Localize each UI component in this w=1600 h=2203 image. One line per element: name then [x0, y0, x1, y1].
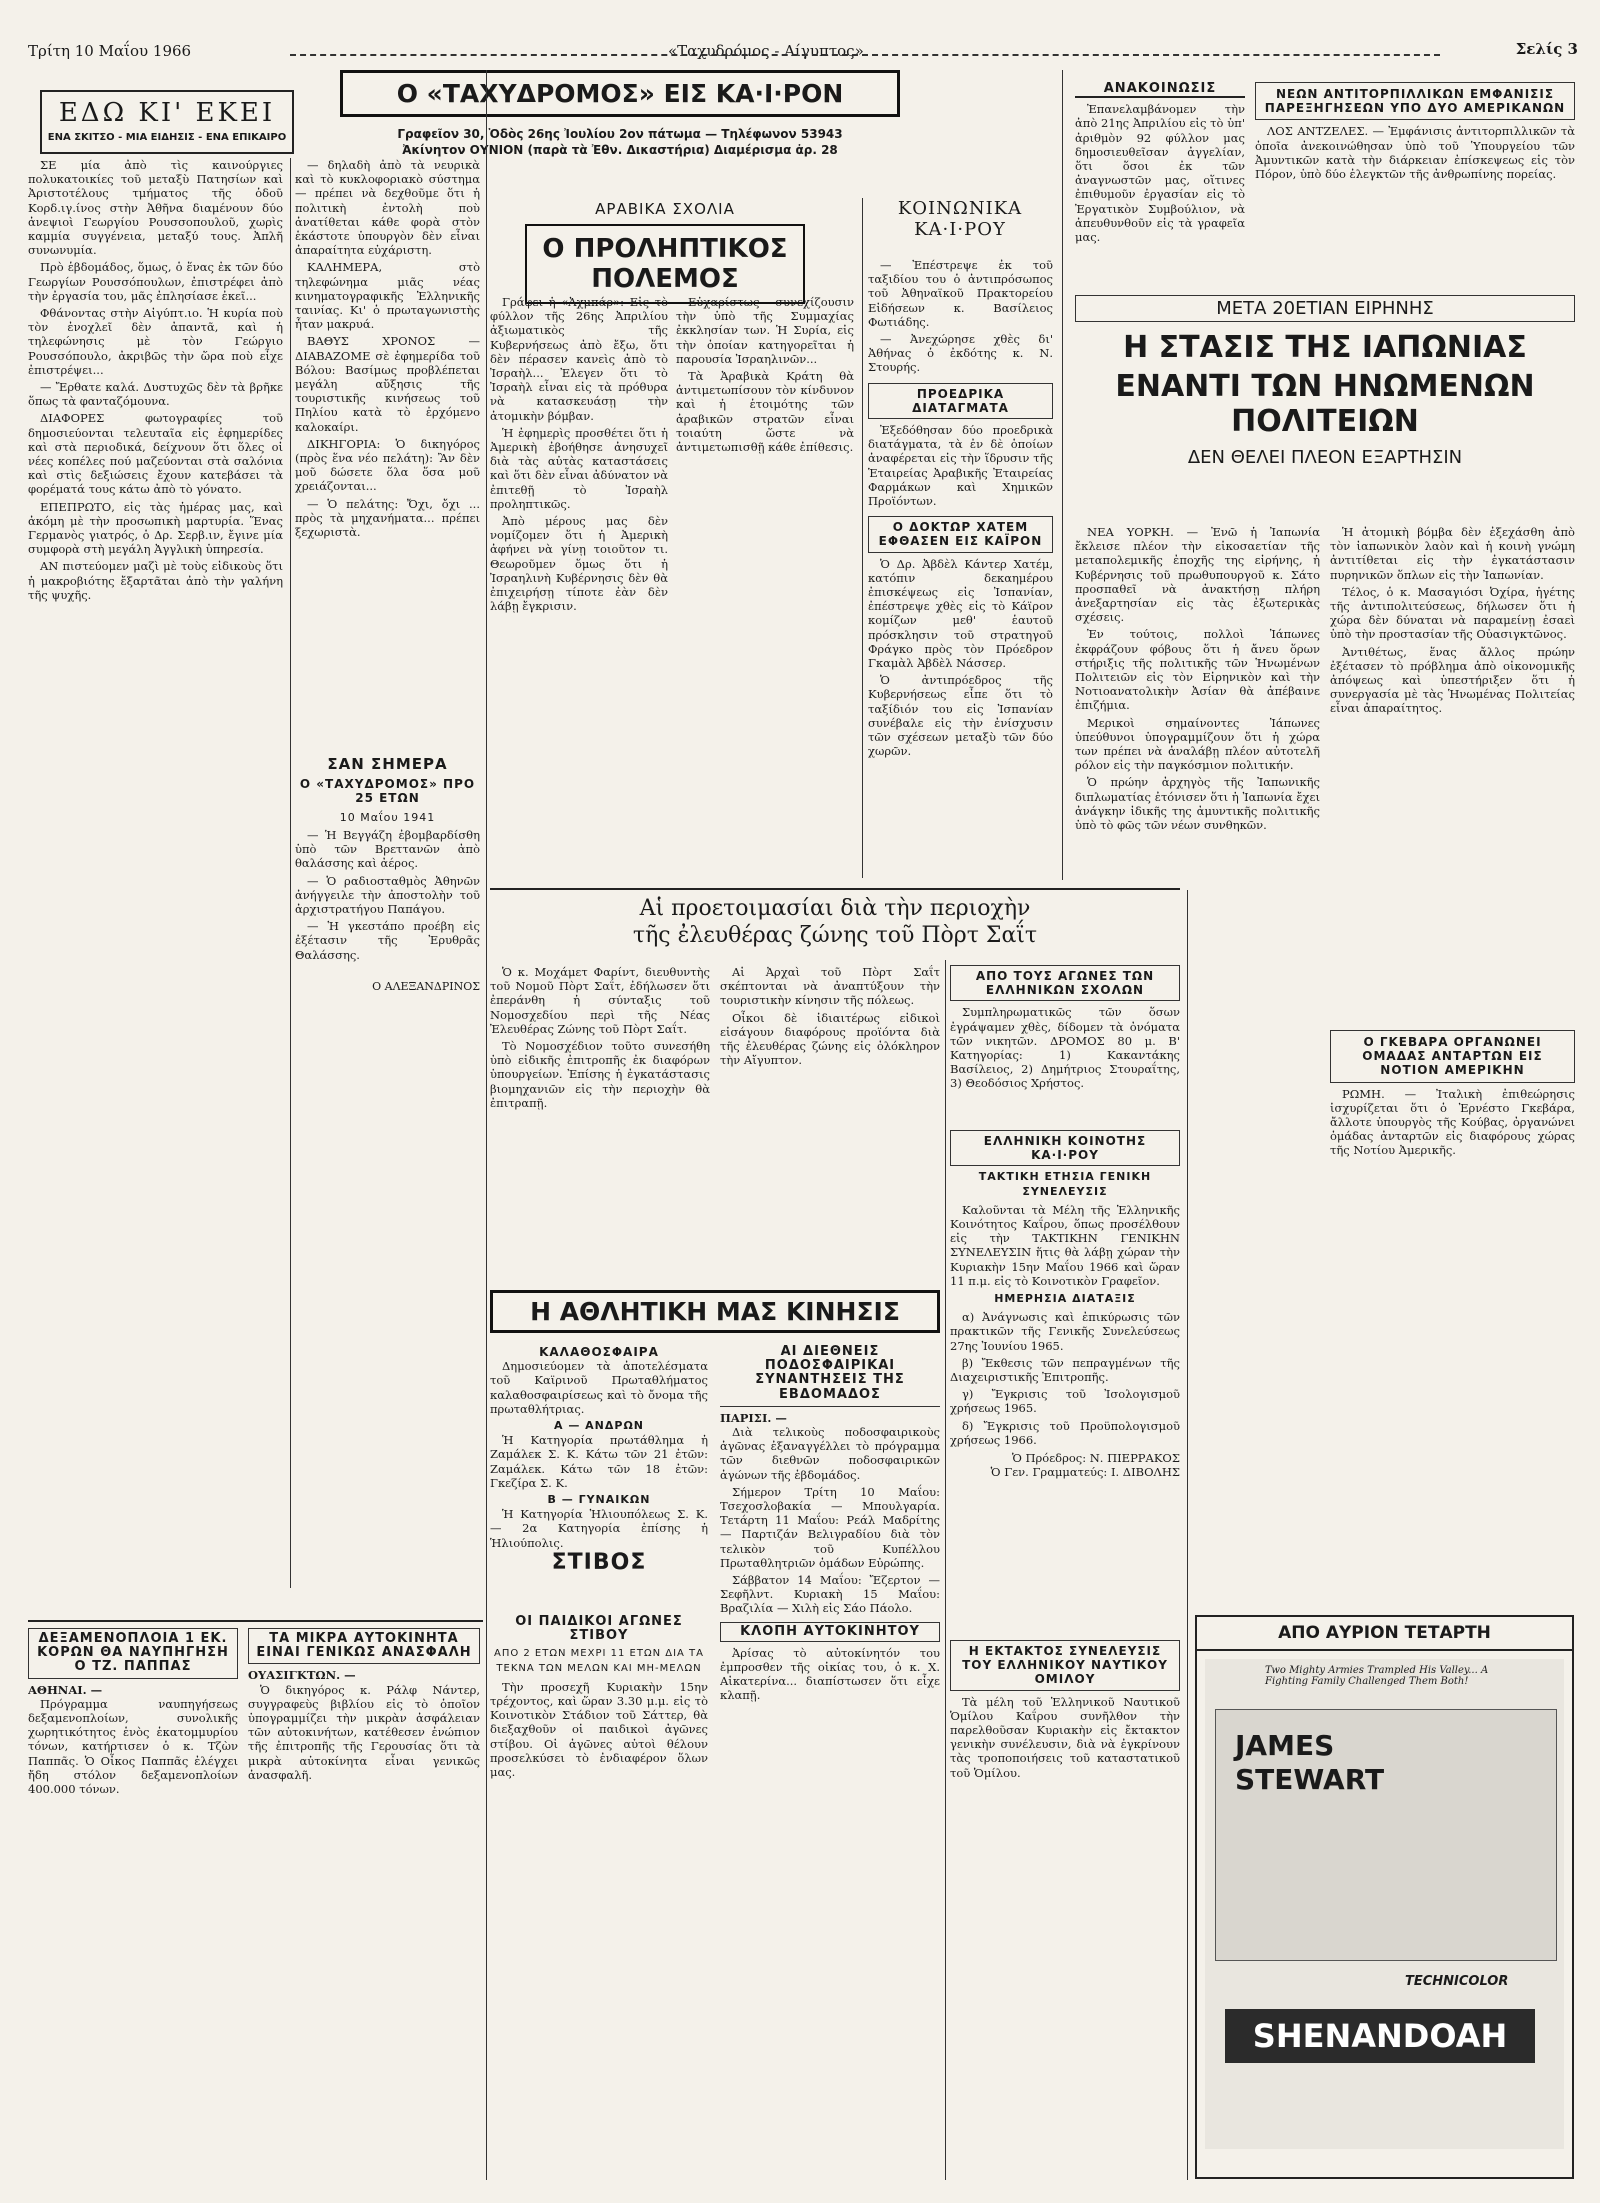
article-paragraph: Ἐν τούτοις, πολλοὶ Ἰάπωνες ἐκφράζουν φόβους ὅτι ἡ ἄνευ ὅρων στήριξις τῆς πολιτικῆς τῶν Ἡνωμένων Πολιτειῶν εἰς τὸν Εἰρηνικὸν καὶ τὴν Νοτιοανατολικὴν Ἀσίαν θὰ ἀπέβαινε ἐπιζήμια. [1075, 627, 1320, 713]
article-paragraph: Αἱ Ἀρχαὶ τοῦ Πὸρτ Σαΐτ σκέπτονται νὰ ἀναπτύξουν τὴν τουριστικὴν κίνησιν τῆς πόλεως. [720, 965, 940, 1008]
article-paragraph: Ἀντιθέτως, ἕνας ἄλλος πρώην ἐξέτασεν τὸ πρόβλημα ἀπὸ οἰκονομικῆς ἀπόψεως καὶ ὑπεστήριξεν ὅτι ἡ συνεργασία μὲ τὰς Ἡνωμένας Πολιτείας εἶναι ἀπαραίτητος. [1330, 644, 1575, 716]
japan-kicker: ΜΕΤΑ 20ΕΤΙΑΝ ΕΙΡΗΝΗΣ [1075, 295, 1575, 322]
page-header [28, 40, 1578, 62]
article-paragraph: — Ἐπέστρεψε ἐκ τοῦ ταξιδίου του ὁ ἀντιπρόσωπος τοῦ Ἀθηναϊκοῦ Πρακτορείου Εἰδήσεων κ. Βασίλειος Φωτιάδης. [868, 258, 1053, 329]
san-simera-item: — Ἡ γκεστάπο προέβη εἰς ἐξέτασιν τῆς Ἐρυθρᾶς Θαλάσσης. [295, 919, 480, 962]
article-paragraph: Φθάνοντας στὴν Αἰγύπτ.ιο. Ἡ κυρία ποὺ τὸν ἐνοχλεῖ δὲν ἀπαντᾶ, καὶ ἡ τηλεφώνησις μὲ τὸν Γεώργιο Ρουσσόπουλο, ἀκριβῶς τὴν ὥρα ποὺ εἶχε ἐπιστρέψει... [28, 306, 283, 377]
san-simera-subtitle: Ο «ΤΑΧΥΔΡΟΜΟΣ» ΠΡΟ 25 ΕΤΩΝ [299, 777, 476, 805]
secretary-signature: Ὁ Γεν. Γραμματεύς: Ι. ΔΙΒΟΛΗΣ [990, 1465, 1180, 1480]
japan-subtitle: ΔΕΝ ΘΕΛΕΙ ΠΛΕΟΝ ΕΞΑΡΤΗΣΙΝ [1187, 447, 1463, 468]
car-theft-title: ΚΛΟΠΗ ΑΥΤΟΚΙΝΗΤΟΥ [720, 1622, 940, 1642]
community-title: ΕΛΛΗΝΙΚΗ ΚΟΙΝΟΤΗΣ ΚΑ·Ι·ΡΟΥ [950, 1130, 1180, 1166]
cinema-tagline: Two Mighty Armies Trampled His Valley... A Fighting Family Challenged Them Both! [1265, 1665, 1489, 1687]
article-paragraph: ΕΠΕΠΡΩΤΟ, εἰς τὰς ἡμέρας μας, καὶ ἀκόμη μὲ τὴν προσωπικὴ μαρτυρία. Ἕνας Γερμανὸς γιατρός, ὁ Δρ. Σερβ.ιν, ἔγινε μία συμφορὰ στὴ μεγάλη Ἀγγλικὴ ὑπηρεσία. [28, 499, 283, 557]
nautical-title: Η ΕΚΤΑΚΤΟΣ ΣΥΝΕΛΕΥΣΙΣ ΤΟΥ ΕΛΛΗΝΙΚΟΥ ΝΑΥΤΙΚΟΥ ΟΜΙΛΟΥ [950, 1640, 1180, 1691]
edo-ki-ekei-header [40, 90, 294, 154]
article-paragraph: — δηλαδὴ ἀπὸ τὰ νευρικὰ καὶ τὸ κυκλοφοριακὸ σύστημα — πρέπει νὰ δεχθοῦμε ὅτι ἡ πολιτικὴ ἐντολὴ ποὺ ἀνατίθεται κάθε φορὰ στὸν ἑκάστοτε ὑπουργὸν δὲν εἶναι ἀπαραίτητα εὐχάριστη. [295, 158, 480, 258]
athletic-header [490, 1290, 940, 1335]
article-paragraph: Συμπληρωματικῶς τῶν ὅσων ἐγράψαμεν χθὲς, δίδομεν τὰ ὀνόματα τῶν νικητῶν. ΔΡΟΜΟΣ 80 μ. Β' Κατηγορίας: 1) Κακαντάκης Βασίλειος, 2) Δημήτριος Στουραΐτης, 3) Θεοδόσιος Χρήστος. [950, 1005, 1180, 1091]
stivos-subtitle: ΑΠΟ 2 ΕΤΩΝ ΜΕΧΡΙ 11 ΕΤΩΝ ΔΙΑ ΤΑ ΤΕΚΝΑ ΤΩΝ ΜΕΛΩΝ ΚΑΙ ΜΗ-ΜΕΛΩΝ [493, 1648, 705, 1674]
koinonika-header [870, 198, 1050, 253]
article-paragraph: Οἶκοι δὲ ἰδιαιτέρως εἰδικοὶ εἰσάγουν διαφόρους προϊόντα διὰ τῆς ἐλευθέρας ζώνης εἰς ὁλόκληρον τὴν Αἴγυπτον. [720, 1010, 940, 1068]
article-paragraph: ΡΩΜΗ. — Ἰταλικὴ ἐπιθεώρησις ἰσχυρίζεται ὅτι ὁ Ἐρνέστο Γκεβάρα, ἄλλοτε ὑπουργὸς τῆς Κούβας, ὀργανώνει ὁμάδας ἀνταρτῶν εἰς διαφόρους χώρας τῆς Νοτίου Ἀμερικῆς. [1330, 1086, 1575, 1158]
issue-date: Τρίτη 10 Μαΐου 1966 [28, 42, 192, 60]
article-paragraph: Ὁ πρώην ἀρχηγὸς τῆς Ἰαπωνικῆς διπλωματίας ἐτόνισεν ὅτι ἡ Ἰαπωνία ἔχει ἀνάγκην ἰδικῆς της ἀμυντικῆς πολιτικῆς ὑπὸ τὸ φῶς τῶν νέων συνθηκῶν. [1075, 775, 1320, 833]
article-paragraph: Ὁ δικηγόρος κ. Ράλφ Νάντερ, συγγραφεὺς βιβλίου εἰς τὸ ὁποῖον ὑπογραμμίζει τὴν μικρὰν ἀσφάλειαν τῶν αὐτοκινήτων, κατέθεσεν ἐνώπιον τῆς ἐπιτροπῆς τῆς Γερουσίας ὅτι τὰ μικρὰ αὐτοκίνητα εἶναι γενικῶς ἀνασφαλῆ. [248, 1682, 480, 1782]
community-subtitle: ΤΑΚΤΙΚΗ ΕΤΗΣΙΑ ΓΕΝΙΚΗ ΣΥΝΕΛΕΥΣΙΣ [978, 1170, 1152, 1198]
column-two [295, 158, 480, 748]
star-first-name: JAMES [1235, 1729, 1335, 1762]
basketball-heading: ΚΑΛΑΘΟΣΦΑΙΡΑ [539, 1345, 659, 1359]
small-cars-title: ΤΑ ΜΙΚΡΑ ΑΥΤΟΚΙΝΗΤΑ ΕΙΝΑΙ ΓΕΝΙΚΩΣ ΑΝΑΣΦΑΛΗ [248, 1628, 480, 1664]
football-title: ΑΙ ΔΙΕΘΝΕΙΣ ΠΟΔΟΣΦΑΙΡΙΚΑΙ ΣΥΝΑΝΤΗΣΕΙΣ ΤΗΣ ΕΒΔΟΜΑΔΟΣ [720, 1345, 940, 1407]
tankers-article [28, 1628, 238, 2183]
article-paragraph: ΝΕΑ ΥΟΡΚΗ. — Ἐνῶ ἡ Ἰαπωνία ἔκλεισε πλέον τὴν εἰκοσαετίαν τῆς μεταπολεμικῆς ἐποχῆς της εἰρήνης, ἡ Κυβέρνησις τοῦ πρωθυπουργοῦ κ. Σάτο προσπαθεῖ νὰ ἀνακτήσῃ πλήρη ἀνεξαρτησίαν εἰς τὰς ἐξωτερικὰς σχέσεις. [1075, 525, 1320, 625]
san-simera-item: — Ὁ ραδιοσταθμὸς Ἀθηνῶν ἀνήγγειλε τὴν ἀποστολὴν τοῦ ἀρχιστρατήγου Παπάγου. [295, 873, 480, 917]
article-paragraph: ΚΑΛΗΜΕΡΑ, στὸ τηλεφώνημα μιᾶς νέας κινηματογραφικῆς Ἑλληνικῆς ταινίας. Κι' ὁ πρωταγωνιστὴς ἦταν μακρυά. [295, 260, 480, 332]
announcement [1075, 82, 1245, 282]
section-title: ΕΔΩ ΚΙ' ΕΚΕΙ [58, 98, 276, 128]
article-paragraph: Πρὸ ἑβδομάδος, ὅμως, ὁ ἕνας ἐκ τῶν δύο Γεωργίων Ρουσσόπουλων, ἐπιστρέφει ἀπὸ τὴν ἐργασία του, μᾶς ἐπλησίασε ἐκεῖ... [28, 260, 283, 303]
destroyers-title: ΝΕΩΝ ΑΝΤΙΤΟΡΠΙΛΛΙΚΩΝ ΕΜΦΑΝΙΣΙΣ ΠΑΡΕΞΗΓΗΣΕΩΝ ΥΠΟ ΔΥΟ ΑΜΕΡΙΚΑΝΩΝ [1255, 82, 1575, 120]
athletic-stivos [490, 1615, 708, 2175]
masthead [340, 70, 900, 180]
article-paragraph: ΣΕ μία ἀπὸ τὶς καινούργιες πολυκατοικίες τοῦ μεταξὺ Πατησίων καὶ Ἀριστοτέλους τμήματος τῆς ὁδοῦ Κορδ.ιγ.ίνος στὴν Ἀθῆνα διαμένουν δύο ἀνεψιοὶ Γεωργίου Ρουσσοπουλοῦ, χωρὶς καμμία συγγένεια, μεταξύ τους. Ἀπλῆ συνωνυμία. [28, 158, 283, 258]
port-said-title-line2: τῆς ἐλευθέρας ζώνης τοῦ Πὸρτ Σαΐτ [632, 923, 1038, 948]
column-edo-ki-ekei [28, 158, 283, 1613]
agenda-item: δ) Ἔγκρισις τοῦ Προϋπολογισμοῦ χρήσεως 1966. [950, 1418, 1180, 1447]
article-paragraph: Δημοσιεύομεν τὰ ἀποτελέσματα τοῦ Καϊρινοῦ Πρωταθλήματος καλαθοσφαιρίσεως καὶ τὸ ὄνομα τῆς πρωταθλήτριας. [490, 1359, 708, 1416]
article-paragraph: Ἐξεδόθησαν δύο προεδρικὰ διατάγματα, τὰ ἐν δὲ ὁποίων ἀναφέρεται εἰς τὴν ἵδρυσιν τῆς Ἑταιρείας Ἀραβικῆς Ἐταιρείας Φαρμάκων καὶ Χημικῶν Προϊόντων. [868, 423, 1053, 509]
article-paragraph: Πρόγραμμα ναυπηγήσεως δεξαμενοπλοίων, συνολικῆς χωρητικότητος ἑνὸς ἑκατομμυρίου τόνων, κατήρτισεν ὁ κ. Τζὼν Παππᾶς. Ὁ Οἶκος Παππᾶς ἐλέγχει ἤδη στόλον δεξαμενοπλοίων 400.000 τόνων. [28, 1696, 238, 1797]
article-paragraph: ΔΙΚΗΓΟΡΙΑ: Ὁ δικηγόρος (πρὸς ἕνα νέο πελάτη): Ἂν δὲν μοῦ δώσετε ὅλα ὅσα μοῦ χρειάζονται... [295, 436, 480, 494]
cinema-poster [1205, 1659, 1564, 2149]
japan-title-line1: Η ΣΤΑΣΙΣ ΤΗΣ ΙΑΠΩΝΙΑΣ [1123, 330, 1527, 365]
football-dateline: ΠΑΡΙΣΙ. — [720, 1410, 787, 1425]
article-paragraph: — Ὁ πελάτης: Ὄχι, ὄχι ... πρὸς τὰ μηχανήματα... πρέπει ξεχωριστὰ. [295, 496, 480, 540]
agenda-item: β) Ἔκθεσις τῶν πεπραγμένων τῆς Διαχειριστικῆς Ἐπιτροπῆς. [950, 1355, 1180, 1385]
men-heading: Α — ΑΝΔΡΩΝ [553, 1419, 645, 1433]
small-cars-article [248, 1628, 480, 2183]
technicolor-logo: TECHNICOLOR [1405, 1974, 1509, 1989]
port-said-title-line1: Αἱ προετοιμασίαι διὰ τὴν περιοχὴν [639, 896, 1031, 921]
article-paragraph: Καλοῦνται τὰ Μέλη τῆς Ἑλληνικῆς Κοινότητος Καΐρου, ὅπως προσέλθουν εἰς τὴν ΤΑΚΤΙΚΗΝ ΓΕΝΙΚΗΝ ΣΥΝΕΛΕΥΣΙΝ ἥτις θὰ λάβῃ χώραν τὴν Κυριακὴν 15ην Μαΐου 1966 καὶ ὥραν 11 π.μ. εἰς τὸ Κοινοτικὸν Γραφεῖον. [950, 1202, 1180, 1288]
stivos-title: ΟΙ ΠΑΙΔΙΚΟΙ ΑΓΩΝΕΣ ΣΤΙΒΟΥ [515, 1615, 683, 1644]
japan-article-right [1330, 525, 1575, 1025]
article-paragraph: Σήμερον Τρίτη 10 Μαΐου: Τσεχοσλοβακία — Μπουλγαρία. Τετάρτη 11 Μαΐου: Ρεάλ Μαδρίτης — Παρτιζάν Βελιγραδίου διὰ τὸν τελικὸν τοῦ Κυπέλλου Πρωταθλητριῶν ὁμάδων Εὐρώπης. [720, 1484, 940, 1570]
agenda-heading: ΗΜΕΡΗΣΙΑ ΔΙΑΤΑΞΙΣ [994, 1292, 1136, 1306]
column-divider [1062, 70, 1063, 880]
small-cars-dateline: ΟΥΑΣΙΓΚΤΩΝ. — [248, 1668, 356, 1683]
decrees-title: ΠΡΟΕΔΡΙΚΑ ΔΙΑΤΑΓΜΑΤΑ [868, 383, 1053, 419]
arabic-kicker: ΑΡΑΒΙΚΑ ΣΧΟΛΙΑ [595, 200, 735, 218]
san-simera-box [295, 755, 480, 1000]
san-simera-item: — Ἡ Βεγγάζη ἐβομβαρδίσθη ὑπὸ τῶν Βρεττανῶν ἀπὸ θαλάσσης καὶ ἀέρος. [295, 828, 480, 871]
article-paragraph: Ἀπὸ μέρους μας δὲν νομίζομεν ὅτι ἡ Ἀμερικὴ ἀφήνει νὰ γίνῃ τοιοῦτον τι. Θεωροῦμεν ὅμως ὅτι ἡ Ἰσραηλινὴ Κυβέρνησις δὲν θὰ ἐπιχειρήσῃ τίποτε ἐὰν δὲν λάβῃ ἔγκρισιν. [490, 514, 668, 614]
column-divider [486, 70, 487, 2180]
nautical-article [950, 1640, 1180, 2180]
japan-title-line2: ΕΝΑΝΤΙ ΤΩΝ ΗΝΩΜΕΝΩΝ ΠΟΛΙΤΕΙΩΝ [1115, 369, 1535, 439]
arabic-article-right [676, 295, 854, 835]
president-signature: Ὁ Πρόεδρος: Ν. ΠΙΕΡΡΑΚΟΣ [1011, 1451, 1180, 1466]
arabic-title: Ο ΠΡΟΛΗΠΤΙΚΟΣ ΠΟΛΕΜΟΣ [525, 224, 805, 304]
arabic-comments-header [495, 200, 835, 294]
page-number: Σελίς 3 [1515, 40, 1578, 58]
article-paragraph: — Ἔρθατε καλά. Δυστυχῶς δὲν τὰ βρῆκε ὅπως τὰ φανταζόμουνα. [28, 380, 283, 409]
agenda-item: γ) Ἔγκρισις τοῦ Ἰσολογισμοῦ χρήσεως 1965. [950, 1387, 1180, 1416]
cinema-ad [1195, 1615, 1574, 2179]
tankers-title: ΔΕΞΑΜΕΝΟΠΛΟΙΑ 1 ΕΚ. ΚΟΡΩΝ ΘΑ ΝΑΥΠΗΓΗΣΗ Ο ΤΖ. ΠΑΠΠΑΣ [28, 1628, 238, 1679]
masthead-title: Ο «ΤΑΧΥΔΡΟΜΟΣ» ΕΙΣ ΚΑ·Ι·ΡΟΝ [340, 70, 900, 117]
column-signature: Ο ΑΛΕΞΑΝΔΡΙΝΟΣ [372, 980, 480, 993]
article-paragraph: Τὰ Ἀραβικὰ Κράτη θὰ ἀντιμετωπίσουν τὸν κίνδυνον καὶ ἡ ἑτοιμότης τῶν ἀραβικῶν στρατῶν εἶναι τοιαύτη ὥστε νὰ ἀντιμετωπισθῇ κάθε ἐπίθεσις. [676, 369, 854, 455]
japan-header [1075, 295, 1575, 525]
column-divider [1187, 890, 1188, 2180]
article-paragraph: Ὁ Δρ. Ἀβδὲλ Κάντερ Χατέμ, κατόπιν δεκαημέρου ἐπισκέψεως εἰς Ἰσπανίαν, ἐπέστρεψε χθὲς εἰς τὸ Κάϊρον κομίζων μεθ' ἑαυτοῦ πρόσκλησιν τοῦ στρατηγοῦ Φράγκο πρὸς τὸν Πρόεδρον Γκαμὰλ Ἀβδὲλ Νάσσερ. [868, 556, 1053, 671]
header-rule [290, 54, 1440, 56]
koinonika-title: ΚΟΙΝΩΝΙΚΑ ΚΑ·Ι·ΡΟΥ [897, 198, 1023, 240]
article-paragraph: Ὁ κ. Μοχάμετ Φαρίντ, διευθυντὴς τοῦ Νομοῦ Πὸρτ Σαΐτ, ἐδήλωσεν ὅτι ἐπεράνθη ἡ σύνταξις τοῦ Νομοσχεδίου περὶ τῆς Νέας Ἐλευθέρας Ζώνης τοῦ Πὸρτ Σαΐτ. [490, 965, 710, 1036]
koinonika-column [868, 258, 1053, 818]
agenda-item: α) Ἀνάγνωσις καὶ ἐπικύρωσις τῶν πρακτικῶν τῆς Γενικῆς Συνελεύσεως 27ης Ἰουνίου 1965. [950, 1310, 1180, 1353]
cinema-date-heading: ΑΠΟ ΑΥΡΙΟΝ ΤΕΤΑΡΤΗ [1197, 1617, 1572, 1651]
article-paragraph: Διὰ τελικοὺς ποδοσφαιρικοὺς ἀγῶνας ἐξαναγγέλλει τὸ πρόγραμμα τῶν διεθνῶν ποδοσφαιρικῶν ἀγώνων τῆς ἑβδομάδος. [720, 1425, 940, 1482]
paper-name: «Ταχυδρόμος - Αίγυπτος» [668, 42, 864, 60]
masthead-address: Γραφεῖον 30, Ὁδὸς 26ης Ἰουλίου 2ον πάτωμα — Τηλέφωνον 53943 [397, 127, 843, 141]
article-paragraph: Εὐχαρίστως συνεχίζουσιν τὴν ὑπὸ τῆς Συμμαχίας ἐκκλησίαν των. Ἡ Συρία, εἰς τὴν ὁποίαν κατηγορεῖται ἡ παρουσία Ἰσραηλινῶν... [676, 295, 854, 366]
article-paragraph: Τὴν προσεχῆ Κυριακὴν 15ην τρέχοντος, καὶ ὥραν 3.30 μ.μ. εἰς τὸ Κοινοτικὸν Στάδιον τοῦ Σάττερ, θὰ διεξαχθοῦν οἱ παιδικοὶ ἀγῶνες στίβου. Οἱ ἀγῶνες αὐτοὶ θέλουν προσελκύσει τὸ ἐνδιαφέρον ὅλων μας. [490, 1679, 708, 1780]
port-said-right [720, 965, 940, 1275]
guevara-title: Ο ΓΚΕΒΑΡΑ ΟΡΓΑΝΩΝΕΙ ΟΜΑΔΑΣ ΑΝΤΑΡΤΩΝ ΕΙΣ ΝΟΤΙΟΝ ΑΜΕΡΙΚΗΝ [1330, 1030, 1575, 1083]
column-divider [862, 198, 863, 878]
article-paragraph: Σάββατον 14 Μαΐου: Ἔζερτον — Σεφῆλντ. Κυριακὴ 15 Μαΐου: Βραζιλία — Χιλὴ εἰς Σάο Πάολο. [720, 1573, 940, 1616]
schools-title: ΑΠΟ ΤΟΥΣ ΑΓΩΝΕΣ ΤΩΝ ΕΛΛΗΝΙΚΩΝ ΣΧΟΛΩΝ [950, 965, 1180, 1001]
announcement-title: ΑΝΑΚΟΙΝΩΣΙΣ [1075, 82, 1245, 98]
japan-article-left [1075, 525, 1320, 1335]
port-said-left [490, 965, 710, 1275]
article-paragraph: ΔΙΑΦΟΡΕΣ φωτογραφίες τοῦ δημοσιεύονται τελευταῖα εἰς ἐφημερίδες καὶ στὰ περιοδικά, δείχνουν ὅτι ὅλες οἱ νέες κοπέλες πού μαζεύονται στὰ σαλόνια καὶ στὶς δεξιώσεις ἔχουν κατεβάσει τὰ φορέματά τους κάτω ἀπὸ τὸ γόνατο. [28, 411, 283, 497]
article-paragraph: Ἡ ἐφημερὶς προσθέτει ὅτι ἡ Ἀμερικὴ ἐβοήθησε ἀνησυχεῖ διὰ τὰς αὐτὰς καταστάσεις καὶ ὅτι δὲν εἶναι ἀδύνατον νὰ ἐπιτεθῇ τὸ Ἰσραὴλ προληπτικῶς. [490, 425, 668, 511]
section-subtitle: ΕΝΑ ΣΚΙΤΣΟ - ΜΙΑ ΕΙΔΗΣΙΣ - ΕΝΑ ΕΠΙΚΑΙΡΟ [47, 132, 287, 143]
article-paragraph: ΛΟΣ ΑΝΤΖΕΛΕΣ. — Ἐμφάνισις ἀντιτορπιλλικῶν τὰ ὁποῖα ἀνεκοινώθησαν ὑπὸ τοῦ Ὑπουργείου τῶν Ἀμυντικῶν κατὰ τὴν διάρκειαν ἐπίσκεψεως εἰς τὸν Πόρον, ὑπὸ δύο ἐλεγκτῶν τῆς ἀνθρωπίνης πορείας. [1255, 124, 1575, 182]
article-paragraph: Τὸ Νομοσχέδιον τοῦτο συνεσήθη ὑπὸ εἰδικῆς ἐπιτροπῆς ἐκ διαφόρων ὑπουργείων. Ἐπίσης ἡ ἐγκατάστασις βιομηχανιῶν εἰς τὴν περιοχὴν θὰ ἐπιτραπῇ. [490, 1039, 710, 1110]
article-paragraph: — Ἀνεχώρησε χθὲς δι' Ἀθήνας ὁ ἐκδότης κ. Ν. Στουρής. [868, 332, 1053, 375]
article-paragraph: Μερικοὶ σημαίνοντες Ἰάπωνες ὑπεύθυνοι ὑπογραμμίζουν ὅτι ἡ χώρα των πρέπει νὰ ἀναλάβῃ πλέον αὐτοτελῆ ρόλον εἰς τὴν παγκόσμιον πολιτικήν. [1075, 715, 1320, 773]
athletic-title: Η ΑΘΛΗΤΙΚΗ ΜΑΣ ΚΙΝΗΣΙΣ [490, 1290, 940, 1333]
san-simera-date: 10 Μαΐου 1941 [339, 811, 436, 824]
star-last-name: STEWART [1235, 1763, 1385, 1796]
article-paragraph: Τέλος, ὁ κ. Μασαγιόσι Ὀχίρα, ἡγέτης τῆς ἀντιπολιτεύσεως, δήλωσεν ὅτι ἡ χώρα δὲν δύναται νὰ παραμείνῃ ἐσαεὶ ὑπὸ τὴν προστασίαν τῆς Οὐασιγκτῶνος. [1330, 584, 1575, 642]
athletic-basketball [490, 1345, 708, 1610]
article-paragraph: Ἡ Κατηγορία Ἡλιουπόλεως Σ. Κ. — 2α Κατηγορία ἐπίσης ἡ Ἡλιούπολις. [490, 1507, 708, 1550]
san-simera-title: ΣΑΝ ΣΗΜΕΡΑ [327, 755, 448, 773]
masthead-building: Ἀκίνητον ΟΥΝΙΟΝ (παρὰ τὰ Ἐθν. Δικαστήρια) Διαμέρισμα ἀρ. 28 [402, 143, 838, 157]
guevara-article [1330, 1030, 1575, 1330]
women-heading: Β — ΓΥΝΑΙΚΩΝ [547, 1493, 651, 1507]
destroyers-article [1255, 82, 1575, 282]
tankers-dateline: ΑΘΗΝΑΙ. — [28, 1682, 103, 1697]
article-paragraph: Ἀρίσας τὸ αὐτοκίνητόν του ἐμπροσθεν τῆς οἰκίας του, ὁ κ. Χ. Αἰκατερίνα... διαπίστωσεν ὅτι εἶχε κλαπῇ. [720, 1645, 940, 1703]
bottom-rule [28, 1620, 483, 1622]
column-divider [290, 158, 291, 1588]
hatem-title: Ο ΔΟΚΤΩΡ ΧΑΤΕΜ ΕΦΘΑΣΕΝ ΕΙΣ ΚΑΪΡΟΝ [868, 516, 1053, 552]
article-paragraph: Τὰ μέλη τοῦ Ἑλληνικοῦ Ναυτικοῦ Ὁμίλου Καΐρου συνῆλθον τὴν παρελθοῦσαν Κυριακὴν εἰς ἔκτακτον γενικὴν συνέλευσιν, διὰ νὰ ἐγκρίνουν τὰς τροποποιήσεις τοῦ καταστατικοῦ τοῦ Ὁμίλου. [950, 1694, 1180, 1780]
football-article [720, 1345, 940, 2175]
article-paragraph: ΒΑΘΥΣ ΧΡΟΝΟΣ — ΔΙΑΒΑΖΟΜΕ σὲ ἐφημερίδα τοῦ Βόλου: Βασίμως προβλέπεται μεγάλη αὔξησις τῆς τουριστικῆς κινήσεως τοῦ Πηλίου κατὰ τὸ ἐρχόμενο καλοκαίρι. [295, 334, 480, 434]
stivos-heading: ΣΤΙΒΟΣ [551, 1549, 647, 1575]
article-paragraph: ΑΝ πιστεύομεν μαζὶ μὲ τοὺς εἰδικοὺς ὅτι ἡ μακροβιότης ἔξαρτᾶται ἀπὸ τὴν γαλήνη τῆς ψυχῆς. [28, 559, 283, 602]
article-paragraph: Ὁ ἀντιπρόεδρος τῆς Κυβερνήσεως εἶπε ὅτι τὸ ταξίδιόν του εἰς Ἰσπανίαν συνέβαλε εἰς τὴν ἐνίσχυσιν τῶν σχέσεων μεταξὺ τῶν δύο χωρῶν. [868, 673, 1053, 759]
article-paragraph: Ἡ ἀτομικὴ βόμβα δὲν ἐξεχάσθη ἀπὸ τὸν ἰαπωνικὸν λαὸν καὶ ἡ κοινὴ γνώμη ἀντιτίθεται εἰς τὴν ἐγκατάστασιν πυρηνικῶν ὅπλων εἰς τὴν Ἰαπωνίαν. [1330, 525, 1575, 582]
arabic-article-left [490, 295, 668, 835]
article-paragraph: Γράφει ἡ «Ἀχμπάρ»: Εἰς τὸ φύλλον τῆς 26ης Ἀπριλίου ἀξιωματικὸς τῆς Κυβερνήσεως ἀπὸ ἔξω, ὅτι δὲν πέρασεν κανεὶς ἀπὸ τὸ Ἰσραὴλ... Ἐλεγεν ὅτι τὸ Ἰσραὴλ εἶναι εἰς τὰ πρόθυρα νὰ κατασκευάσῃ τὴν ἀτομικὴν βόμβαν. [490, 295, 668, 423]
article-paragraph: Ἐπανελαμβάνομεν τὴν ἀπὸ 21ης Ἀπριλίου εἰς τὸ ὑπ' ἀριθμὸν 92 φύλλον μας δημοσιευθεῖσαν ἀγγελίαν, ὅτι ὅσοι ἐκ τῶν ἀναγνωστῶν μας, οἵτινες ἐπιθυμοῦν ἐργασίαν εἰς τὸ Ἐργατικὸν Συμβούλιον, νὰ ἀπευθυνθοῦν εἰς τὰ γραφεῖα μας. [1075, 102, 1245, 245]
article-paragraph: Ἡ Κατηγορία πρωτάθλημα ἡ Ζαμάλεκ Σ. Κ. Κάτω τῶν 21 ἐτῶν: Ζαμάλεκ. Κάτω τῶν 18 ἐτῶν: Γκεζίρα Σ. Κ. [490, 1433, 708, 1490]
film-title: SHENANDOAH [1225, 2009, 1535, 2063]
column-divider [945, 960, 946, 2180]
